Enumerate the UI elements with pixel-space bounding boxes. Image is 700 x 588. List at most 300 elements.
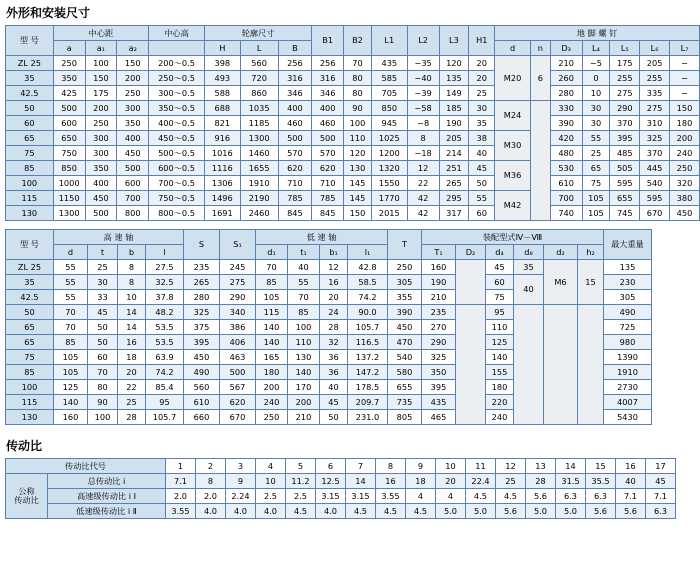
ratio-cell: 11.2 [286, 474, 316, 489]
cell-B: 845 [278, 206, 312, 221]
ratio-cell: 7.1 [646, 489, 676, 504]
cell-b: 14 [118, 320, 146, 335]
row-model: 115 [6, 395, 54, 410]
cell-d1: 70 [256, 260, 288, 275]
cell-a2: 600 [117, 176, 149, 191]
section-title-dimensions: 外形和安装尺寸 [6, 6, 91, 20]
cell-a2: 800 [117, 206, 149, 221]
cell-d1: 250 [256, 410, 288, 425]
cell-t1: 110 [288, 335, 320, 350]
row-model: 50 [6, 305, 54, 320]
cell-S1: 275 [220, 275, 256, 290]
cell-L2: −58 [407, 101, 439, 116]
cell-L1: 1770 [371, 191, 407, 206]
cell-S: 560 [184, 380, 220, 395]
th-a2: a₂ [117, 41, 149, 56]
cell-L2: −35 [407, 56, 439, 71]
cell-l1: 147.2 [348, 365, 388, 380]
cell-d4: 155 [486, 365, 514, 380]
cell-t1: 170 [288, 380, 320, 395]
cell-S: 280 [184, 290, 220, 305]
ratio-cell: 31.5 [556, 474, 586, 489]
cell-l1: 231.0 [348, 410, 388, 425]
cell-l: 37.8 [146, 290, 184, 305]
cell-L6: 275 [640, 101, 670, 116]
cell-B2: 80 [344, 71, 372, 86]
ratio-cell: 5.0 [436, 504, 466, 519]
cell-T1: 290 [422, 335, 456, 350]
row-model: 35 [6, 71, 54, 86]
cell-L5: 745 [610, 206, 640, 221]
ratio-cell: 5.0 [526, 504, 556, 519]
row-model: 115 [6, 191, 54, 206]
cell-l: 63.9 [146, 350, 184, 365]
th-center-height-val [149, 41, 205, 56]
cell-D2 [456, 260, 486, 305]
cell-L1: 945 [371, 116, 407, 131]
cell-S: 235 [184, 260, 220, 275]
cell-d8: 35 [514, 260, 544, 275]
row-model: 100 [6, 176, 54, 191]
cell-B: 400 [278, 101, 312, 116]
cell-d1: 140 [256, 335, 288, 350]
cell-l: 85.4 [146, 380, 184, 395]
th2-d1: d₁ [256, 245, 288, 260]
cell-L4: 25 [582, 146, 610, 161]
cell-t: 60 [88, 350, 118, 365]
cell-a1: 300 [85, 146, 117, 161]
cell-L: 1910 [240, 176, 278, 191]
cell-d4: 60 [486, 275, 514, 290]
cell-L6: 595 [640, 191, 670, 206]
cell-h2 [578, 305, 604, 425]
cell-H: 1306 [204, 176, 240, 191]
cell-S: 375 [184, 320, 220, 335]
th-L5: L₅ [610, 41, 640, 56]
cell-B1: 346 [312, 86, 344, 101]
cell-B: 500 [278, 131, 312, 146]
ratio-cell: 12 [496, 459, 526, 474]
cell-d2-bolt: M6 [544, 260, 578, 305]
cell-ch: 400～0.5 [149, 116, 205, 131]
th2-S1: S₁ [220, 230, 256, 260]
cell-S1: 567 [220, 380, 256, 395]
cell-a2: 450 [117, 146, 149, 161]
cell-d4: 95 [486, 305, 514, 320]
table-row [6, 260, 652, 275]
cell-L4: 30 [582, 116, 610, 131]
cell-L5: 275 [610, 86, 640, 101]
cell-S1: 245 [220, 260, 256, 275]
cell-a1: 200 [85, 101, 117, 116]
cell-L: 1035 [240, 101, 278, 116]
cell-ch: 450～0.5 [149, 131, 205, 146]
cell-D3: 420 [550, 131, 582, 146]
table-row [6, 305, 652, 320]
cell-max-weight: 1910 [604, 365, 652, 380]
cell-d4: 125 [486, 335, 514, 350]
cell-D3: 480 [550, 146, 582, 161]
cell-B1: 500 [312, 131, 344, 146]
cell-d: 125 [54, 380, 88, 395]
cell-B: 460 [278, 116, 312, 131]
cell-L3: 265 [439, 176, 469, 191]
cell-T: 450 [388, 320, 422, 335]
cell-t1: 55 [288, 275, 320, 290]
ratio-cell: 14 [556, 459, 586, 474]
cell-a: 650 [53, 131, 85, 146]
th2-low-speed-shaft: 低 速 轴 [256, 230, 388, 245]
th2-S: S [184, 230, 220, 260]
cell-B: 316 [278, 71, 312, 86]
cell-S: 490 [184, 365, 220, 380]
th2-d4: d₄ [486, 245, 514, 260]
cell-ch: 750～0.5 [149, 191, 205, 206]
ratio-cell: 5 [286, 459, 316, 474]
row-model: 85 [6, 365, 54, 380]
cell-L: 2460 [240, 206, 278, 221]
cell-b1: 40 [320, 380, 348, 395]
cell-t: 25 [88, 260, 118, 275]
cell-d: M24 [495, 101, 531, 131]
cell-d: 55 [54, 275, 88, 290]
cell-L7: 240 [670, 146, 700, 161]
cell-l: 95 [146, 395, 184, 410]
cell-ch: 350～0.5 [149, 101, 205, 116]
cell-d: 85 [54, 335, 88, 350]
cell-L7: 250 [670, 161, 700, 176]
cell-D3: 260 [550, 71, 582, 86]
cell-d4: 140 [486, 350, 514, 365]
ratio-cell: 12.5 [316, 474, 346, 489]
table-row [6, 86, 700, 101]
cell-B: 620 [278, 161, 312, 176]
ratio-cell: 4.5 [346, 504, 376, 519]
ratio-cell: 2.5 [286, 489, 316, 504]
cell-l: 53.5 [146, 320, 184, 335]
cell-T: 540 [388, 350, 422, 365]
row-model: 130 [6, 206, 54, 221]
table-row [6, 206, 700, 221]
table-row [6, 116, 700, 131]
row-model: 100 [6, 380, 54, 395]
th-L6: L₆ [640, 41, 670, 56]
cell-B2: 80 [344, 86, 372, 101]
cell-B1: 570 [312, 146, 344, 161]
th2-d: d [54, 245, 88, 260]
cell-H: 398 [204, 56, 240, 71]
cell-d: 55 [54, 290, 88, 305]
cell-d: M20 [495, 56, 531, 101]
cell-a2: 300 [117, 101, 149, 116]
cell-H: 588 [204, 86, 240, 101]
cell-L: 860 [240, 86, 278, 101]
cell-max-weight: 135 [604, 260, 652, 275]
cell-H: 1116 [204, 161, 240, 176]
cell-b1: 36 [320, 350, 348, 365]
cell-b1: 36 [320, 365, 348, 380]
cell-ch: 500～0.5 [149, 146, 205, 161]
ratio-cell: 6.3 [646, 504, 676, 519]
ratio-cell: 3.15 [316, 489, 346, 504]
cell-B: 346 [278, 86, 312, 101]
cell-S1: 386 [220, 320, 256, 335]
cell-L7: 320 [670, 176, 700, 191]
cell-a: 1300 [53, 206, 85, 221]
cell-L1: 2015 [371, 206, 407, 221]
cell-b: 16 [118, 335, 146, 350]
cell-b1: 50 [320, 410, 348, 425]
cell-L1: 1200 [371, 146, 407, 161]
cell-H: 493 [204, 71, 240, 86]
cell-S1: 620 [220, 395, 256, 410]
th-H: H [204, 41, 240, 56]
ratio-cell: 4.5 [376, 504, 406, 519]
row-model: 35 [6, 275, 54, 290]
cell-B1: 620 [312, 161, 344, 176]
cell-L: 560 [240, 56, 278, 71]
cell-t: 70 [88, 365, 118, 380]
ratio-cell: 5.0 [466, 504, 496, 519]
cell-S1: 500 [220, 365, 256, 380]
cell-d1: 200 [256, 380, 288, 395]
label-nominal-ratio: 公称 传动比 [6, 474, 48, 519]
cell-l: 105.7 [146, 410, 184, 425]
th-a1: a₁ [85, 41, 117, 56]
cell-t1: 70 [288, 290, 320, 305]
ratio-cell: 4.5 [466, 489, 496, 504]
cell-T: 305 [388, 275, 422, 290]
ratio-cell: 20 [436, 474, 466, 489]
cell-L2: 42 [407, 191, 439, 206]
table-row [6, 71, 700, 86]
cell-t: 33 [88, 290, 118, 305]
ratio-cell: 16 [616, 459, 646, 474]
cell-b: 8 [118, 260, 146, 275]
cell-H1: 20 [469, 56, 495, 71]
cell-b: 10 [118, 290, 146, 305]
cell-L3: 251 [439, 161, 469, 176]
cell-T: 250 [388, 260, 422, 275]
cell-t1: 140 [288, 365, 320, 380]
cell-L2: −39 [407, 86, 439, 101]
cell-B1: 460 [312, 116, 344, 131]
cell-S: 610 [184, 395, 220, 410]
cell-L4: 30 [582, 101, 610, 116]
ratio-row-label: 传动比代号 [6, 459, 166, 474]
ratio-cell: 4.5 [496, 489, 526, 504]
cell-L: 1300 [240, 131, 278, 146]
cell-D2 [456, 305, 486, 425]
cell-b1: 24 [320, 305, 348, 320]
cell-a2: 250 [117, 86, 149, 101]
cell-t: 45 [88, 305, 118, 320]
cell-L2: 22 [407, 176, 439, 191]
cell-d: M30 [495, 131, 531, 161]
cell-L3: 185 [439, 101, 469, 116]
ratio-cell: 10 [256, 474, 286, 489]
cell-a1: 100 [85, 56, 117, 71]
ratio-row [6, 504, 676, 519]
cell-a1: 450 [85, 191, 117, 206]
ratio-cell: 18 [406, 474, 436, 489]
th2-high-speed-shaft: 高 速 轴 [54, 230, 184, 245]
cell-max-weight: 305 [604, 290, 652, 305]
ratio-cell: 45 [646, 474, 676, 489]
ratio-cell: 40 [616, 474, 646, 489]
cell-max-weight: 230 [604, 275, 652, 290]
row-model: 85 [6, 161, 54, 176]
cell-d: 70 [54, 305, 88, 320]
cell-l1: 137.2 [348, 350, 388, 365]
cell-T1: 270 [422, 320, 456, 335]
cell-L: 1460 [240, 146, 278, 161]
cell-t: 100 [88, 410, 118, 425]
th-d: d [495, 41, 531, 56]
cell-max-weight: 2730 [604, 380, 652, 395]
th2-b: b [118, 245, 146, 260]
cell-L7: 380 [670, 191, 700, 206]
cell-L2: 8 [407, 131, 439, 146]
cell-b: 20 [118, 365, 146, 380]
cell-t1: 210 [288, 410, 320, 425]
ratio-cell: 2.0 [196, 489, 226, 504]
cell-S1: 670 [220, 410, 256, 425]
cell-b: 14 [118, 305, 146, 320]
cell-B2: 130 [344, 161, 372, 176]
th-foot-bolt: 地 脚 螺 钉 [495, 26, 700, 41]
cell-t: 50 [88, 335, 118, 350]
cell-L1: 1025 [371, 131, 407, 146]
cell-ch: 700～0.5 [149, 176, 205, 191]
cell-T: 390 [388, 305, 422, 320]
cell-t1: 100 [288, 320, 320, 335]
cell-a: 425 [53, 86, 85, 101]
cell-T: 735 [388, 395, 422, 410]
cell-T1: 395 [422, 380, 456, 395]
cell-a1: 500 [85, 206, 117, 221]
th-B: B [278, 41, 312, 56]
cell-a: 250 [53, 56, 85, 71]
cell-L1: 850 [371, 101, 407, 116]
cell-d1: 85 [256, 275, 288, 290]
th2-t: t [88, 245, 118, 260]
cell-d: M36 [495, 161, 531, 191]
cell-L6: 325 [640, 131, 670, 146]
cell-L2: 42 [407, 206, 439, 221]
th-l3: L3 [439, 26, 469, 56]
ratio-cell: 5.6 [496, 504, 526, 519]
cell-S1: 290 [220, 290, 256, 305]
dimensions-table [5, 25, 700, 221]
table-row [6, 191, 700, 206]
ratio-cell: 1 [166, 459, 196, 474]
row-model: 50 [6, 101, 54, 116]
cell-B2: 70 [344, 56, 372, 71]
cell-L6: 310 [640, 116, 670, 131]
cell-H1: 55 [469, 191, 495, 206]
ratio-cell: 14 [346, 474, 376, 489]
cell-S: 450 [184, 350, 220, 365]
ratio-row [6, 489, 676, 504]
cell-T: 470 [388, 335, 422, 350]
cell-T: 580 [388, 365, 422, 380]
cell-d: 160 [54, 410, 88, 425]
cell-L7: 450 [670, 206, 700, 221]
cell-b1: 16 [320, 275, 348, 290]
cell-d1: 140 [256, 320, 288, 335]
cell-B: 256 [278, 56, 312, 71]
th2-d2: d₂ [544, 245, 578, 260]
cell-a: 850 [53, 161, 85, 176]
cell-H1: 45 [469, 161, 495, 176]
cell-S1: 406 [220, 335, 256, 350]
cell-t1: 200 [288, 395, 320, 410]
cell-B2: 145 [344, 176, 372, 191]
ratio-cell: 8 [196, 474, 226, 489]
ratio-row-label: 高速级传动比 i Ⅰ [48, 489, 166, 504]
th-L4: L₄ [582, 41, 610, 56]
cell-t1: 85 [288, 305, 320, 320]
cell-a2: 500 [117, 161, 149, 176]
ratio-cell: 7 [346, 459, 376, 474]
th-wheel-size: 轮廓尺寸 [204, 26, 311, 41]
cell-L1: 1550 [371, 176, 407, 191]
cell-a: 1150 [53, 191, 85, 206]
cell-D3: 700 [550, 191, 582, 206]
cell-ch: 300～0.5 [149, 86, 205, 101]
cell-b1: 45 [320, 395, 348, 410]
cell-t: 50 [88, 320, 118, 335]
cell-H1: 50 [469, 176, 495, 191]
ratio-cell: 5.6 [586, 504, 616, 519]
ratio-cell: 35.5 [586, 474, 616, 489]
cell-L7: − [670, 71, 700, 86]
cell-d4: 220 [486, 395, 514, 410]
cell-D3: 210 [550, 56, 582, 71]
cell-d8: 40 [514, 275, 544, 305]
ratio-cell: 7.1 [616, 489, 646, 504]
cell-ch: 600～0.5 [149, 161, 205, 176]
ratio-cell: 4.0 [196, 504, 226, 519]
cell-L5: 485 [610, 146, 640, 161]
ratio-cell: 4 [256, 459, 286, 474]
cell-L3: 295 [439, 191, 469, 206]
cell-B: 570 [278, 146, 312, 161]
cell-L3: 149 [439, 86, 469, 101]
cell-a2: 350 [117, 116, 149, 131]
ratio-cell: 4.0 [226, 504, 256, 519]
ratio-cell: 28 [526, 474, 556, 489]
ratio-cell: 2.5 [256, 489, 286, 504]
cell-L4: 55 [582, 131, 610, 146]
ratio-cell: 3 [226, 459, 256, 474]
cell-B1: 845 [312, 206, 344, 221]
cell-H: 1496 [204, 191, 240, 206]
cell-L4: 10 [582, 86, 610, 101]
cell-B1: 785 [312, 191, 344, 206]
cell-B2: 100 [344, 116, 372, 131]
th2-l1: l₁ [348, 245, 388, 260]
ratio-row-label: 低速级传动比 i Ⅱ [48, 504, 166, 519]
cell-L5: 370 [610, 116, 640, 131]
cell-a: 600 [53, 116, 85, 131]
cell-H1: 35 [469, 116, 495, 131]
cell-L3: 190 [439, 116, 469, 131]
ratio-cell: 2.0 [166, 489, 196, 504]
transmission-ratio-table [5, 458, 676, 519]
row-model: ZL 25 [6, 56, 54, 71]
